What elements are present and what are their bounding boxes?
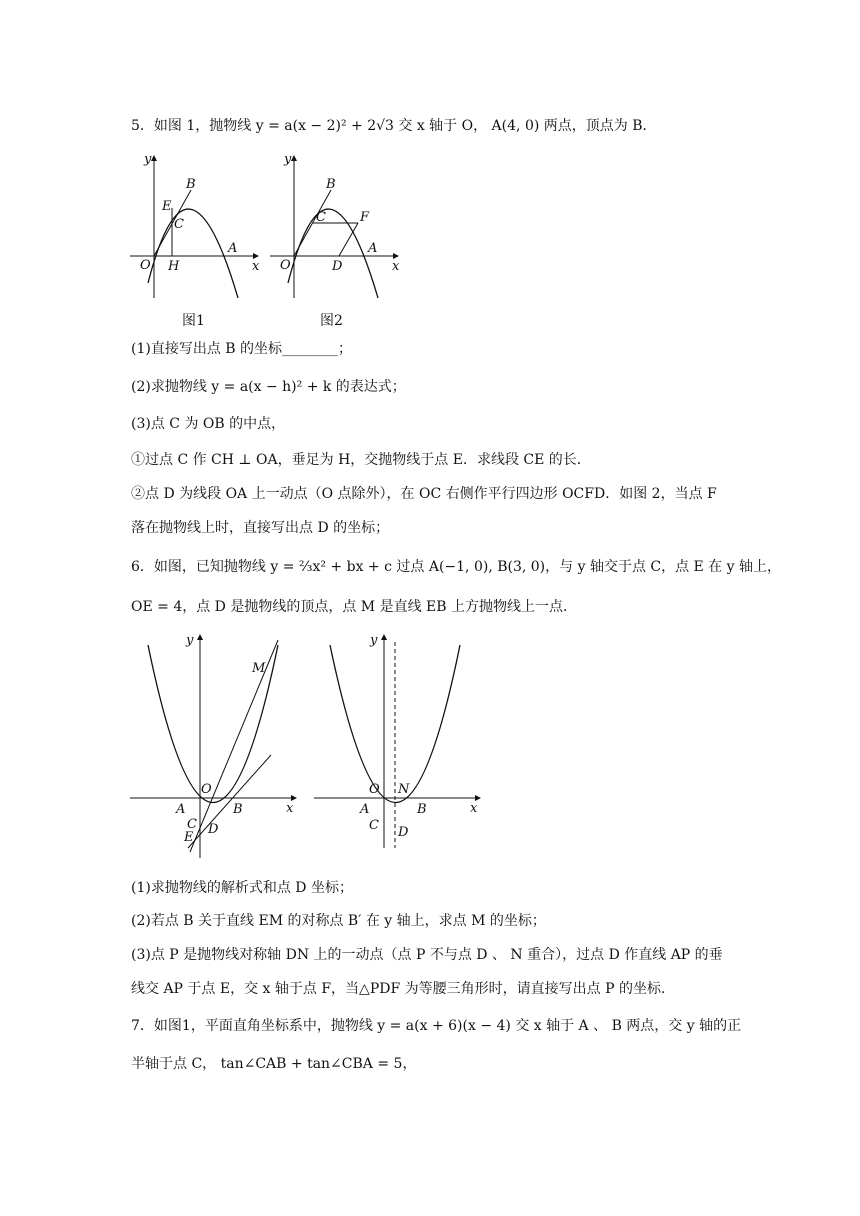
fig1-label-x: x — [252, 259, 260, 274]
problem5-q3-2b: 落在抛物线上时，直接写出点 D 的坐标； — [131, 520, 390, 536]
fig2-label-F: F — [360, 210, 370, 225]
figure-2-caption: 图2 — [320, 313, 343, 329]
problem5-q3-1: ①过点 C 作 CH ⊥ OA，垂足为 H，交抛物线于点 E．求线段 CE 的长． — [131, 452, 591, 468]
figR-label-O: O — [369, 782, 380, 797]
fig2-label-y: y — [284, 152, 292, 167]
problem6-q3a: (3)点 P 是抛物线对称轴 DN 上的一动点（点 P 不与点 D 、 N 重合），过点 D 作直线 AP 的垂 — [131, 947, 723, 963]
problem5-q3-2a: ②点 D 为线段 OA 上一动点（O 点除外），在 OC 右侧作平行四边形 OCFD．如图 2，当点 F — [131, 486, 717, 502]
figL-label-M: M — [252, 661, 266, 676]
figure-1 — [128, 148, 268, 303]
problem7-stem-b: 半轴于点 C， tan∠CAB + tan∠CBA = 5， — [131, 1056, 417, 1072]
figL-label-y: y — [186, 633, 194, 648]
figure-2 — [268, 148, 408, 303]
problem6-q3b: 线交 AP 于点 E，交 x 轴于点 F，当△PDF 为等腰三角形时，请直接写出点 P 的坐标． — [131, 981, 675, 997]
problem6-q2: (2)若点 B 关于直线 EM 的对称点 B′ 在 y 轴上，求点 M 的坐标； — [131, 913, 546, 929]
figR-label-D: D — [398, 825, 409, 840]
problem6-stem-a: 6．如图，已知抛物线 y = ⅔x² + bx + c 过点 A(−1, 0), B(3, 0)，与 y 轴交于点 C，点 E 在 y 轴上， — [131, 559, 782, 575]
figR-label-x: x — [470, 801, 478, 816]
problem7-stem-a: 7．如图1，平面直角坐标系中，抛物线 y = a(x + 6)(x − 4) 交 x 轴于 A 、 B 两点，交 y 轴的正 — [131, 1018, 742, 1034]
fig2-label-D: D — [332, 259, 343, 274]
figR-label-B: B — [417, 802, 427, 817]
fig1-label-C: C — [174, 217, 184, 232]
problem5-q3: (3)点 C 为 OB 的中点， — [131, 416, 286, 432]
figR-label-N: N — [398, 782, 410, 797]
figL-label-B: B — [233, 802, 243, 817]
problem6-figure-right — [312, 630, 487, 860]
figL-label-O: O — [201, 782, 212, 797]
figL-label-E: E — [184, 830, 194, 845]
figR-label-C: C — [369, 818, 379, 833]
figL-label-D: D — [208, 822, 219, 837]
fig1-label-A: A — [228, 241, 238, 256]
figL-label-x: x — [286, 801, 294, 816]
figL-label-C: C — [187, 817, 197, 832]
fig2-label-C: C — [316, 210, 326, 225]
problem6-stem-b: OE = 4，点 D 是抛物线的顶点，点 M 是直线 EB 上方抛物线上一点． — [131, 599, 578, 615]
fig2-label-B: B — [326, 177, 336, 192]
problem5-q1: (1)直接写出点 B 的坐标________； — [131, 341, 353, 357]
fig1-label-H: H — [168, 259, 180, 274]
figL-label-A: A — [176, 802, 186, 817]
fig1-label-O: O — [140, 258, 151, 273]
figure-1-caption: 图1 — [182, 313, 205, 329]
problem5-stem: 5．如图 1，抛物线 y = a(x − 2)² + 2√3 交 x 轴于 O， A(4, 0) 两点，顶点为 B． — [131, 118, 657, 134]
figR-label-A: A — [360, 802, 370, 817]
figR-label-y: y — [370, 633, 378, 648]
problem6-figure-left — [128, 630, 303, 860]
problem6-q1: (1)求抛物线的解析式和点 D 坐标； — [131, 880, 353, 896]
fig2-label-O: O — [280, 258, 291, 273]
fig1-label-B: B — [186, 177, 196, 192]
fig2-label-x: x — [392, 259, 400, 274]
fig2-label-A: A — [368, 241, 378, 256]
fig1-label-y: y — [144, 152, 152, 167]
fig1-label-E: E — [162, 199, 172, 214]
problem5-q2: (2)求抛物线 y = a(x − h)² + k 的表达式； — [131, 379, 406, 395]
